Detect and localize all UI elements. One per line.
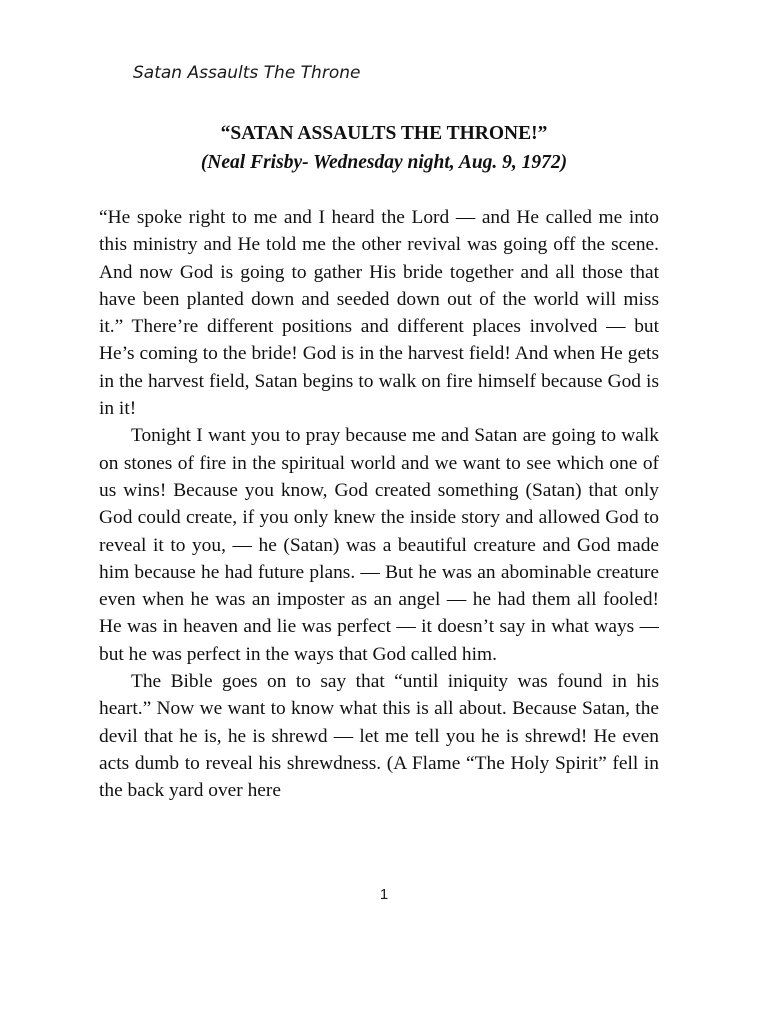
page-number: 1 <box>379 886 389 903</box>
paragraph: The Bible goes on to say that “until iniquity was found in his heart.” Now we want to know what this is all about. Because Satan, the devil that he is, he is shrewd — let me tell you he is shrewd! He even acts dumb to reveal his shrewdness. (A Flame “The Holy Spirit” fell in the back yard over here <box>99 671 659 802</box>
sermon-body <box>99 204 659 886</box>
paragraph: “He spoke right to me and I heard the Lord — and He called me into this ministry and He told me the other revival was going off the scene. And now God is going to gather His bride together and all those that have been planted down and seeded down out of the world will miss it.” There’re different positions and different places involved — but He’s coming to the bride! God is in the harvest field! And when He gets in the harvest field, Satan begins to walk on fire himself because God is in it! <box>99 207 659 420</box>
sermon-subtitle: (Neal Frisby- Wednesday night, Aug. 9, 1972) <box>200 152 568 173</box>
running-header: Satan Assaults The Throne <box>133 63 361 83</box>
paragraph: Tonight I want you to pray because me and Satan are going to walk on stones of fire in the spiritual world and we want to see which one of us wins! Because you know, God created something (Satan) that only God could create, if you only knew the inside story and allowed God to reveal it to you, — he (Satan) was a beautiful creature and God made him because he had future plans. — But he was an abominable creature even when he was an imposter as an angel — he had them all fooled! He was in heaven and lie was perfect — it doesn’t say in what ways — but he was perfect in the ways that God called him. <box>99 425 659 665</box>
sermon-title: “SATAN ASSAULTS THE THRONE!” <box>220 123 548 144</box>
